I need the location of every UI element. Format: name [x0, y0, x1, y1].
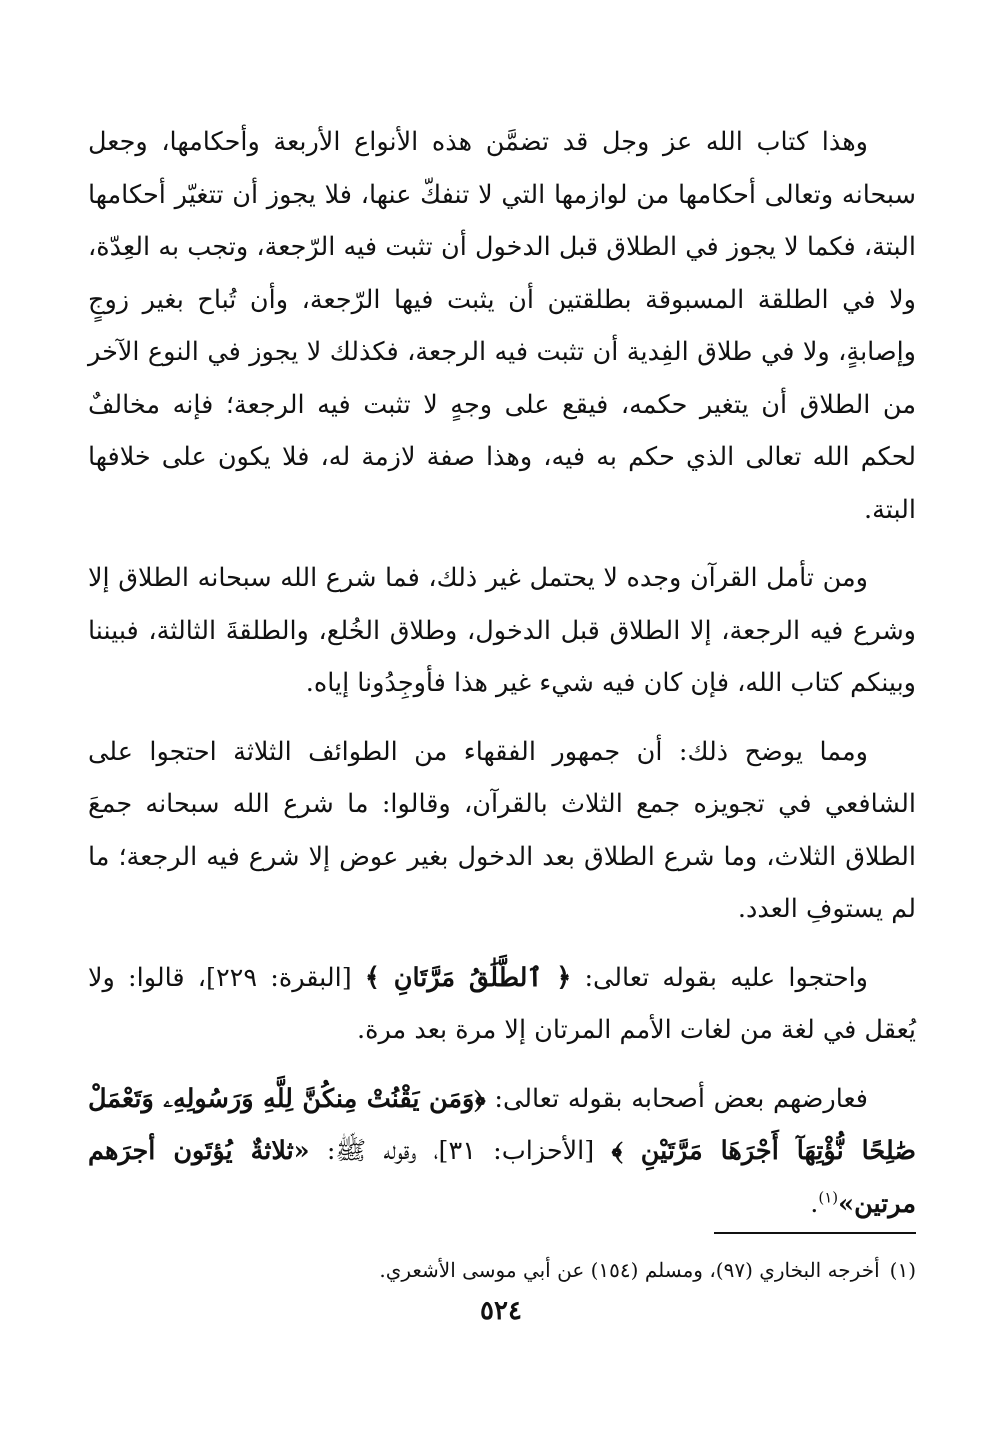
- paragraph-4-rest: [البقرة: ٢٢٩]، قالوا: ولا يُعقل في لغة من لغات الأمم المرتان إلا مرة بعد مرة.: [88, 962, 916, 1045]
- quran-verse-baqara: ﴿ ٱلطَّلَٰقُ مَرَّتَانِ ﴾: [364, 962, 572, 993]
- footnote-text: أخرجه البخاري (٩٧)، ومسلم (١٥٤) عن أبي موسى الأشعري.: [379, 1258, 880, 1282]
- paragraph-5-lead: فعارضهم بعض أصحابه بقوله تعالى:: [485, 1083, 868, 1114]
- paragraph-1: وهذا كتاب الله عز وجل قد تضمَّن هذه الأنواع الأربعة وأحكامها، وجعل سبحانه وتعالى أحكامها من لوازمها التي لا تنفكّ عنها، فلا يجوز أن تتغيّر أحكامها البتة، فكما لا يجوز في الطلاق قبل الدخول أن تثبت فيه الرّجعة، وتجب به العِدّة، ولا في الطلقة المسبوقة بطلقتين أن يثبت فيها الرّجعة، وأن تُباح بغير زوجٍ وإصابةٍ، ولا في طلاق الفِدية أن تثبت فيه الرجعة، فكذلك لا يجوز في النوع الآخر من الطلاق أن يتغير حكمه، فيقع على وجهٍ لا تثبت فيه الرجعة؛ فإنه مخالفٌ لحكم الله تعالى الذي حكم به فيه، وهذا صفة لازمة له، فلا يكون على خلافها البتة.: [88, 127, 916, 525]
- hadith-quote: «ثلاثةٌ يُؤتَون أجرَهم مرتين»: [88, 1136, 916, 1219]
- page-number: ٥٢٤: [480, 1296, 522, 1326]
- main-text: [88, 116, 916, 1246]
- paragraph-5-middle: [الأحزاب: ٣١]، وقوله ﷺ:: [309, 1136, 612, 1166]
- paragraph-4: [88, 952, 916, 1057]
- footnote-separator: [714, 1232, 916, 1234]
- footnote-reference[interactable]: (١): [818, 1188, 839, 1206]
- paragraph-5: [88, 1073, 916, 1231]
- paragraph-3: ومما يوضح ذلك: أن جمهور الفقهاء من الطوائف الثلاثة احتجوا على الشافعي في تجويزه جمع الثلاث بالقرآن، وقالوا: ما شرع الله سبحانه جمعَ الطلاق الثلاث، وما شرع الطلاق بعد الدخول بغير عوض إلا شرع فيه الرجعة؛ ما لم يستوفِ العدد.: [88, 736, 916, 924]
- paragraph-4-lead: واحتجوا عليه بقوله تعالى:: [571, 962, 868, 993]
- footnote-marker: (١): [889, 1258, 916, 1282]
- paragraph-5-end: .: [810, 1188, 819, 1219]
- footnote: [88, 1254, 916, 1286]
- paragraph-2: ومن تأمل القرآن وجده لا يحتمل غير ذلك، فما شرع الله سبحانه الطلاق إلا وشرع فيه الرجعة، إلا الطلاق قبل الدخول، وطلاق الخُلع، والطلقةَ الثالثة، فبيننا وبينكم كتاب الله، فإن كان فيه شيء غير هذا فأوجِدُونا إياه.: [88, 563, 916, 698]
- quran-verse-ahzab: ﴿وَمَن يَقْنُتْ مِنكُنَّ لِلَّهِ وَرَسُولِهِۦ وَتَعْمَلْ صَٰلِحًا نُّؤْتِهَآ أَجْرَهَا مَرَّتَيْنِ ﴾: [88, 1083, 916, 1166]
